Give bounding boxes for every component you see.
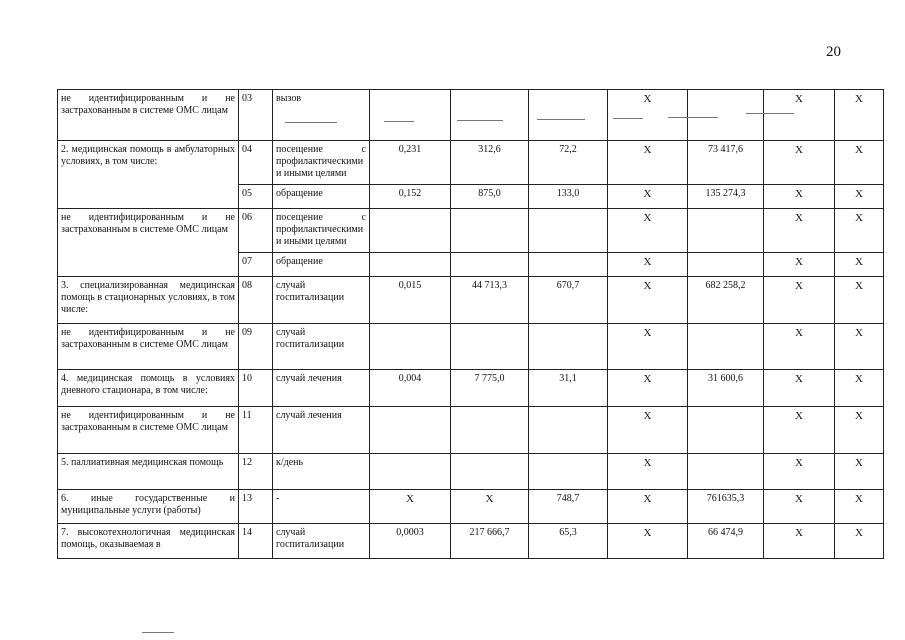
- cell-col1: [370, 253, 451, 277]
- cell-col6: X: [764, 141, 835, 185]
- cell-col7: X: [835, 185, 884, 209]
- row-description: 4. медицинская помощь в условиях дневного стационара, в том числе:: [58, 370, 239, 407]
- cell-col2: 312,6: [451, 141, 529, 185]
- cell-col4: X: [608, 407, 688, 454]
- scan-artifact-line: [384, 121, 414, 122]
- cell-col6: X: [764, 454, 835, 490]
- row-code: 03: [239, 90, 273, 141]
- cell-col7: X: [835, 324, 884, 370]
- scan-artifact-line: [537, 119, 585, 120]
- row-unit: обращение: [273, 253, 370, 277]
- cell-col2: [451, 209, 529, 253]
- cell-col5: 31 600,6: [688, 370, 764, 407]
- row-description: не идентифицированным и не застрахованным в системе ОМС лицам: [58, 209, 239, 277]
- row-unit: -: [273, 490, 370, 524]
- cell-col1: 0,0003: [370, 524, 451, 559]
- row-code: 04: [239, 141, 273, 185]
- row-code: 10: [239, 370, 273, 407]
- cell-col6: X: [764, 185, 835, 209]
- row-code: 09: [239, 324, 273, 370]
- row-description: не идентифицированным и не застрахованным в системе ОМС лицам: [58, 407, 239, 454]
- cell-col4: X: [608, 209, 688, 253]
- row-unit: случай госпитализации: [273, 324, 370, 370]
- table-row: [58, 454, 884, 490]
- row-code: 07: [239, 253, 273, 277]
- row-unit: обращение: [273, 185, 370, 209]
- scan-artifact-line: [285, 122, 337, 123]
- cell-col6: X: [764, 324, 835, 370]
- table-row: [58, 209, 884, 253]
- cell-col7: X: [835, 141, 884, 185]
- cell-col1: [370, 90, 451, 141]
- row-unit: случай лечения: [273, 370, 370, 407]
- cell-col4: X: [608, 524, 688, 559]
- cell-col7: X: [835, 209, 884, 253]
- table-row: [58, 277, 884, 324]
- cell-col5: 73 417,6: [688, 141, 764, 185]
- cell-col3: 31,1: [529, 370, 608, 407]
- cell-col2: [451, 253, 529, 277]
- row-code: 13: [239, 490, 273, 524]
- table-row: [58, 524, 884, 559]
- row-code: 11: [239, 407, 273, 454]
- row-description: 6. иные государственные и муниципальные услуги (работы): [58, 490, 239, 524]
- row-unit: вызов: [273, 90, 370, 141]
- cell-col7: X: [835, 90, 884, 141]
- cell-col7: X: [835, 277, 884, 324]
- cell-col7: X: [835, 253, 884, 277]
- cell-col1: 0,231: [370, 141, 451, 185]
- cell-col4: X: [608, 185, 688, 209]
- cell-col4: X: [608, 253, 688, 277]
- cell-col7: X: [835, 490, 884, 524]
- cell-col1: [370, 209, 451, 253]
- cell-col4: X: [608, 324, 688, 370]
- row-description: 7. высокотехнологичная медицинская помощь, оказываемая в: [58, 524, 239, 559]
- cell-col5: 66 474,9: [688, 524, 764, 559]
- cell-col3: 133,0: [529, 185, 608, 209]
- scan-artifact-line: [142, 632, 174, 633]
- cell-col1: 0,015: [370, 277, 451, 324]
- cell-col5: [688, 90, 764, 141]
- cell-col3: 670,7: [529, 277, 608, 324]
- table-row: [58, 90, 884, 141]
- cell-col2: [451, 407, 529, 454]
- row-description: 3. специализированная медицинская помощь в стационарных условиях, в том числе:: [58, 277, 239, 324]
- cell-col6: X: [764, 209, 835, 253]
- table-row: [58, 490, 884, 524]
- cell-col7: X: [835, 407, 884, 454]
- cell-col5: [688, 407, 764, 454]
- page-number: 20: [826, 44, 841, 60]
- row-code: 12: [239, 454, 273, 490]
- cell-col1: [370, 454, 451, 490]
- table-row: [58, 407, 884, 454]
- cell-col3: [529, 253, 608, 277]
- cell-col7: X: [835, 524, 884, 559]
- cell-col1: 0,152: [370, 185, 451, 209]
- cell-col5: 135 274,3: [688, 185, 764, 209]
- cell-col5: [688, 253, 764, 277]
- scan-artifact-line: [613, 118, 643, 119]
- cell-col1: [370, 324, 451, 370]
- cell-col3: [529, 90, 608, 141]
- cell-col3: 748,7: [529, 490, 608, 524]
- table-row: [58, 370, 884, 407]
- row-description: 5. паллиативная медицинская помощь: [58, 454, 239, 490]
- medical-care-table: [57, 89, 884, 559]
- cell-col2: X: [451, 490, 529, 524]
- scan-artifact-line: [746, 113, 794, 114]
- cell-col3: 72,2: [529, 141, 608, 185]
- row-unit: случай госпитализации: [273, 524, 370, 559]
- row-code: 14: [239, 524, 273, 559]
- cell-col1: 0,004: [370, 370, 451, 407]
- cell-col5: [688, 454, 764, 490]
- cell-col5: 761635,3: [688, 490, 764, 524]
- cell-col4: X: [608, 370, 688, 407]
- cell-col3: [529, 324, 608, 370]
- cell-col4: X: [608, 490, 688, 524]
- cell-col2: [451, 324, 529, 370]
- row-unit: посещение с профилактическими и иными целями: [273, 141, 370, 185]
- cell-col4: X: [608, 277, 688, 324]
- cell-col4: X: [608, 141, 688, 185]
- row-unit: к/день: [273, 454, 370, 490]
- row-code: 08: [239, 277, 273, 324]
- cell-col2: [451, 90, 529, 141]
- scan-artifact-line: [457, 120, 503, 121]
- cell-col2: 875,0: [451, 185, 529, 209]
- cell-col1: [370, 407, 451, 454]
- cell-col2: 7 775,0: [451, 370, 529, 407]
- cell-col3: [529, 454, 608, 490]
- row-code: 06: [239, 209, 273, 253]
- row-description: не идентифицированным и не застрахованным в системе ОМС лицам: [58, 324, 239, 370]
- cell-col7: X: [835, 370, 884, 407]
- cell-col6: X: [764, 490, 835, 524]
- cell-col6: X: [764, 90, 835, 141]
- cell-col3: 65,3: [529, 524, 608, 559]
- row-unit: случай госпитализации: [273, 277, 370, 324]
- cell-col6: X: [764, 407, 835, 454]
- table-row: [58, 141, 884, 185]
- table-row: [58, 324, 884, 370]
- scan-artifact-line: [668, 117, 718, 118]
- cell-col6: X: [764, 277, 835, 324]
- row-code: 05: [239, 185, 273, 209]
- cell-col6: X: [764, 370, 835, 407]
- cell-col2: [451, 454, 529, 490]
- cell-col5: [688, 209, 764, 253]
- row-description: не идентифицированным и не застрахованным в системе ОМС лицам: [58, 90, 239, 141]
- cell-col5: [688, 324, 764, 370]
- cell-col6: X: [764, 253, 835, 277]
- cell-col2: 217 666,7: [451, 524, 529, 559]
- cell-col4: X: [608, 90, 688, 141]
- cell-col4: X: [608, 454, 688, 490]
- cell-col1: X: [370, 490, 451, 524]
- cell-col6: X: [764, 524, 835, 559]
- row-unit: посещение с профилактическими и иными целями: [273, 209, 370, 253]
- cell-col3: [529, 407, 608, 454]
- cell-col7: X: [835, 454, 884, 490]
- cell-col5: 682 258,2: [688, 277, 764, 324]
- row-unit: случай лечения: [273, 407, 370, 454]
- cell-col3: [529, 209, 608, 253]
- cell-col2: 44 713,3: [451, 277, 529, 324]
- row-description: 2. медицинская помощь в амбулаторных условиях, в том числе:: [58, 141, 239, 209]
